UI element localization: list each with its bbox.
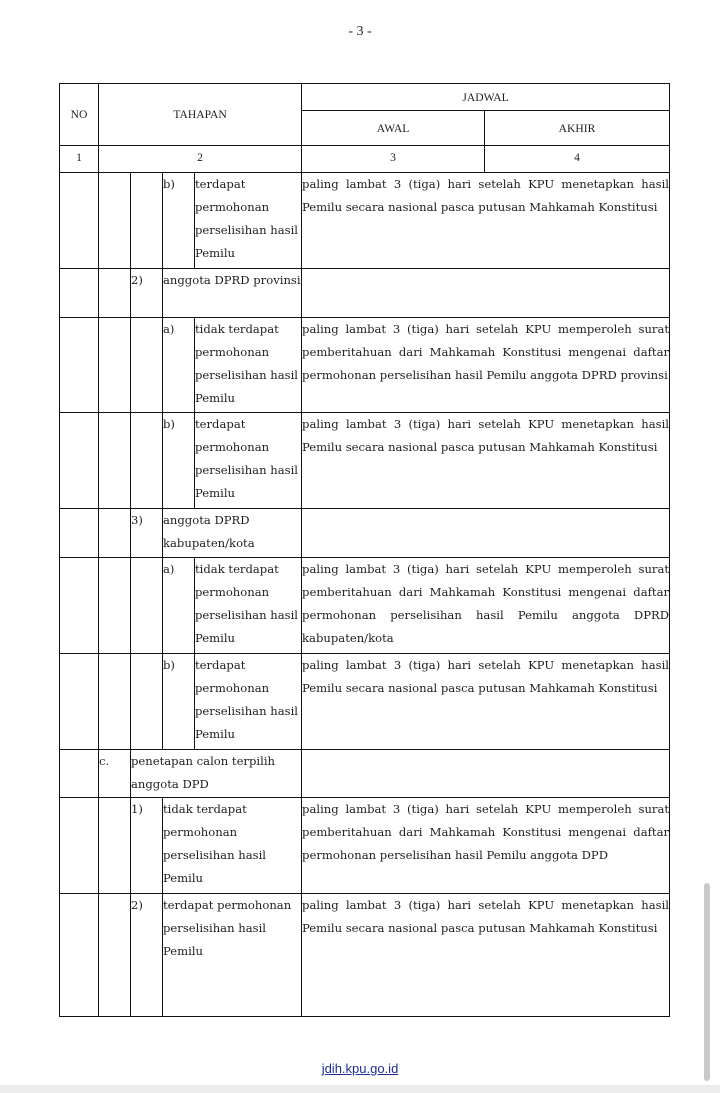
schedule-text: paling lambat 3 (tiga) hari setelah KPU menetapkan hasil Pemilu secara nasional pasca putusan Mahkamah Konstitusi (302, 654, 670, 750)
indent-cell (131, 654, 163, 750)
item-label: tidak terdapat permohonan perselisihan hasil Pemilu (195, 318, 302, 413)
item-label: tidak terdapat permohonan perselisihan hasil Pemilu (163, 798, 302, 894)
no-cell (60, 654, 99, 750)
indent-cell (99, 269, 131, 318)
column-number-row (60, 146, 670, 173)
item-label: terdapat permohonan perselisihan hasil Pemilu (195, 654, 302, 750)
item-label: penetapan calon terpilih anggota DPD (131, 750, 302, 798)
table-row (60, 318, 670, 413)
schedule-text: paling lambat 3 (tiga) hari setelah KPU memperoleh surat pemberitahuan dari Mahkamah Konstitusi mengenai daftar permohonan perselisihan hasil Pemilu anggota DPRD kabupaten/kota (302, 558, 670, 654)
header-tahapan: TAHAPAN (99, 84, 302, 146)
item-marker: b) (163, 173, 195, 269)
indent-cell (99, 798, 131, 894)
indent-cell (131, 558, 163, 654)
header-jadwal: JADWAL (302, 84, 670, 111)
vertical-scrollbar[interactable] (704, 883, 710, 1081)
no-cell (60, 173, 99, 269)
table-row (60, 509, 670, 558)
table-row (60, 654, 670, 750)
header-no: NO (60, 84, 99, 146)
schedule-text: paling lambat 3 (tiga) hari setelah KPU menetapkan hasil Pemilu secara nasional pasca putusan Mahkamah Konstitusi (302, 413, 670, 509)
no-cell (60, 798, 99, 894)
schedule-text: paling lambat 3 (tiga) hari setelah KPU memperoleh surat pemberitahuan dari Mahkamah Konstitusi mengenai daftar permohonan perselisihan hasil Pemilu anggota DPD (302, 798, 670, 894)
no-cell (60, 894, 99, 1017)
indent-cell (99, 654, 131, 750)
indent-cell (99, 413, 131, 509)
no-cell (60, 318, 99, 413)
table-row (60, 558, 670, 654)
no-cell (60, 269, 99, 318)
column-number: 1 (60, 146, 99, 173)
no-cell (60, 558, 99, 654)
no-cell (60, 509, 99, 558)
item-marker: a) (163, 558, 195, 654)
header-row-top (60, 84, 670, 111)
item-marker: 3) (131, 509, 163, 558)
table-row (60, 894, 670, 1017)
item-marker: 2) (131, 894, 163, 1017)
item-label: anggota DPRD kabupaten/kota (163, 509, 302, 558)
column-number: 4 (485, 146, 670, 173)
indent-cell (131, 318, 163, 413)
page-number: - 3 - (348, 24, 372, 39)
no-cell (60, 413, 99, 509)
schedule-text (302, 750, 670, 798)
table-row (60, 798, 670, 894)
item-label: terdapat permohonan perselisihan hasil Pemilu (195, 413, 302, 509)
header-akhir: AKHIR (485, 111, 670, 146)
schedule-text: paling lambat 3 (tiga) hari setelah KPU menetapkan hasil Pemilu secara nasional pasca putusan Mahkamah Konstitusi (302, 894, 670, 1017)
item-label: anggota DPRD provinsi (163, 269, 302, 318)
item-marker: c. (99, 750, 131, 798)
footer-link[interactable]: jdih.kpu.go.id (321, 1061, 399, 1076)
no-cell (60, 750, 99, 798)
item-marker: a) (163, 318, 195, 413)
table-row (60, 173, 670, 269)
schedule-text (302, 269, 670, 318)
header-awal: AWAL (302, 111, 485, 146)
column-number: 2 (99, 146, 302, 173)
indent-cell (131, 173, 163, 269)
schedule-text (302, 509, 670, 558)
item-label: tidak terdapat permohonan perselisihan hasil Pemilu (195, 558, 302, 654)
item-marker: b) (163, 654, 195, 750)
schedule-text: paling lambat 3 (tiga) hari setelah KPU menetapkan hasil Pemilu secara nasional pasca putusan Mahkamah Konstitusi (302, 173, 670, 269)
item-marker: b) (163, 413, 195, 509)
item-marker: 2) (131, 269, 163, 318)
indent-cell (99, 509, 131, 558)
indent-cell (99, 558, 131, 654)
table-row (60, 750, 670, 798)
item-label: terdapat permohonan perselisihan hasil Pemilu (195, 173, 302, 269)
schedule-text: paling lambat 3 (tiga) hari setelah KPU memperoleh surat pemberitahuan dari Mahkamah Konstitusi mengenai daftar permohonan perselisihan hasil Pemilu anggota DPRD provinsi (302, 318, 670, 413)
item-label: terdapat permohonan perselisihan hasil Pemilu (163, 894, 302, 1017)
column-number: 3 (302, 146, 485, 173)
table-row (60, 413, 670, 509)
footer (0, 1061, 720, 1076)
indent-cell (99, 173, 131, 269)
item-marker: 1) (131, 798, 163, 894)
indent-cell (131, 413, 163, 509)
indent-cell (99, 318, 131, 413)
indent-cell (99, 894, 131, 1017)
bottom-toolbar-band (0, 1085, 720, 1093)
schedule-table (59, 83, 670, 1017)
table-row (60, 269, 670, 318)
